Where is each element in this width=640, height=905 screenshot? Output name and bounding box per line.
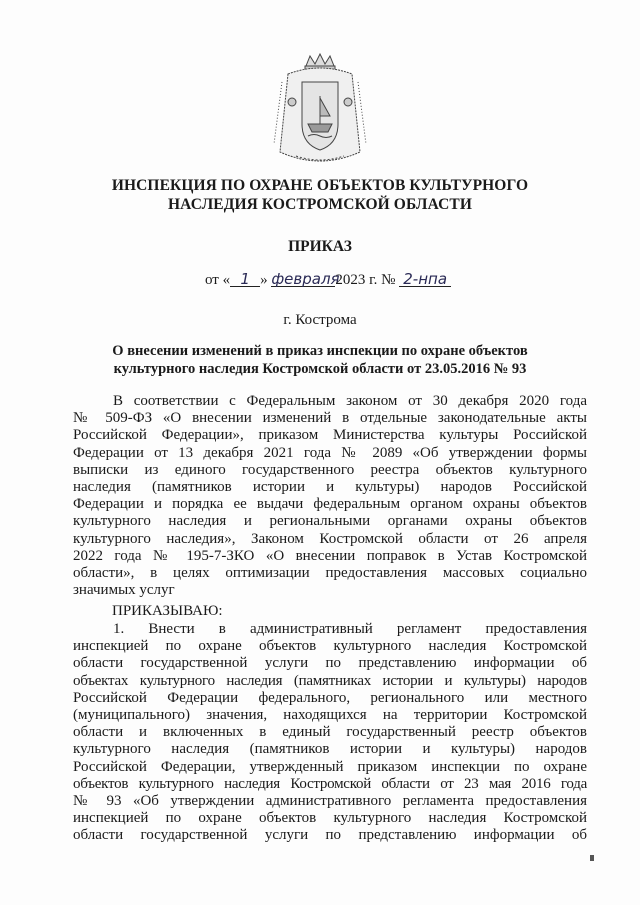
- preamble-line: значимых услуг: [73, 582, 175, 599]
- date-year: 2023 г. №: [335, 272, 396, 288]
- date-line: [205, 272, 451, 289]
- orders-word: ПРИКАЗЫВАЮ:: [112, 603, 223, 619]
- date-mid: »: [260, 272, 268, 288]
- preamble-line: № 509-ФЗ «О внесении изменений в отдельные законодательные акты: [73, 410, 587, 427]
- item-line: объектов культурного наследия Костромской области от 23 мая 2016 года: [73, 775, 587, 792]
- preamble-line: 2022 года № 195-7-ЗКО «О внесении поправок в Устав Костромской: [73, 547, 587, 564]
- organization-name: [60, 176, 580, 214]
- item-line: 1. Внести в административный регламент предоставления: [113, 621, 587, 637]
- preamble-line: области», в целях оптимизации предоставления массовых социально: [73, 565, 587, 582]
- preamble-line: Российской Федерации», приказом Министерства культуры Российской: [73, 427, 587, 444]
- handwritten-month: февраля: [271, 270, 340, 288]
- item-line: № 93 «Об утверждении административного регламента предоставления: [73, 793, 587, 810]
- coat-of-arms-icon: [268, 52, 372, 170]
- item-line: культурного наследия (памятников истории и культуры) народов: [73, 741, 587, 758]
- preamble-line: В соответствии с Федеральным законом от 30 декабря 2020 года: [113, 393, 587, 409]
- item-line: инспекцией по охране объектов культурного наследия Костромской: [73, 810, 587, 827]
- item-line: Российской Федерации федерального, регионального или местного: [73, 689, 587, 706]
- order-subject: [60, 342, 580, 378]
- preamble-line: культурного наследия», Законом Костромской области от 26 апреля: [73, 530, 587, 547]
- item-line: (муниципального) значения, находящихся на территории Костромской: [73, 707, 587, 724]
- handwritten-day: 1: [230, 272, 260, 287]
- item-line: Российской Федерации, утвержденный приказом инспекции по охране: [73, 758, 587, 775]
- organization-name-line-2: НАСЛЕДИЯ КОСТРОМСКОЙ ОБЛАСТИ: [168, 196, 472, 213]
- preamble-line: выписки из единого государственного реестра объектов культурного: [73, 461, 587, 478]
- scan-mark: [590, 855, 594, 861]
- subject-line-2: культурного наследия Костромской области от 23.05.2016 № 93: [113, 361, 527, 377]
- preamble-paragraph: [73, 393, 587, 599]
- preamble-line: Федерации и порядка ее выдачи федеральным органом охраны объектов: [73, 496, 587, 513]
- city: г. Кострома: [283, 312, 357, 328]
- item-line: объектах культурного наследия (памятниках истории и культуры) народов: [73, 672, 587, 689]
- organization-name-line-1: ИНСПЕКЦИЯ ПО ОХРАНЕ ОБЪЕКТОВ КУЛЬТУРНОГО: [111, 177, 529, 194]
- handwritten-number: 2-нпа: [399, 272, 451, 287]
- item-line: инспекцией по охране объектов культурного наследия Костромской: [73, 638, 587, 655]
- preamble-line: Федерации от 13 декабря 2021 года № 2089 «Об утверждении формы: [73, 444, 587, 461]
- preamble-line: культурного наследия и региональными органами охраны объектов: [73, 513, 587, 530]
- date-prefix: от «: [205, 272, 231, 288]
- item-line: области государственной услуги по представлению информации об: [73, 827, 587, 844]
- item-1-paragraph: [73, 621, 587, 845]
- item-line: области и включенных в единый государственный реестр объектов: [73, 724, 587, 741]
- document-type: ПРИКАЗ: [288, 238, 352, 255]
- preamble-line: наследия (памятников истории и культуры) народов Российской: [73, 479, 587, 496]
- item-line: области государственной услуги по представлению информации об: [73, 655, 587, 672]
- subject-line-1: О внесении изменений в приказ инспекции по охране объектов: [112, 343, 528, 359]
